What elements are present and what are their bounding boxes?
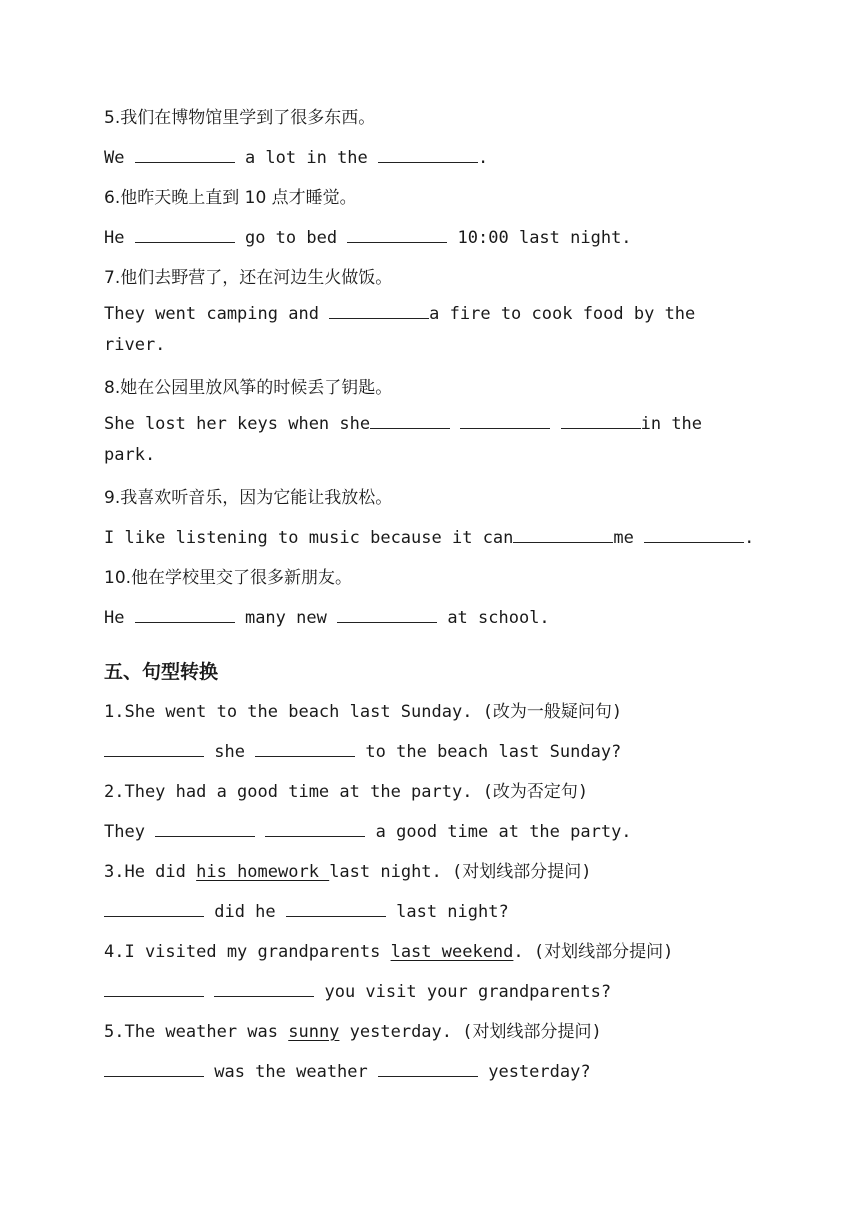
- blank[interactable]: [337, 604, 437, 623]
- blank[interactable]: [104, 898, 204, 917]
- text: a lot in the: [234, 148, 379, 168]
- transform-2-answer-line: [104, 812, 784, 852]
- transform-2-prompt: 2.They had a good time at the party. (改为否定句): [104, 782, 589, 802]
- question-8-answer-continuation: park.: [104, 445, 156, 465]
- blank[interactable]: [378, 144, 478, 163]
- text: yesterday. (对划线部分提问): [339, 1022, 602, 1042]
- blank[interactable]: [135, 144, 235, 163]
- transform-4-answer-line: [104, 972, 784, 1012]
- underlined-phrase: last weekend: [390, 942, 514, 962]
- text: . (对划线部分提问): [513, 942, 674, 962]
- blank[interactable]: [286, 898, 386, 917]
- text: yesterday?: [478, 1062, 591, 1082]
- text: 10:00 last night.: [447, 228, 632, 248]
- transform-5-answer-line: [104, 1052, 784, 1092]
- blank[interactable]: [370, 410, 450, 429]
- text: me: [613, 528, 645, 548]
- question-6-prompt: 6.他昨天晚上直到 10 点才睡觉。: [104, 188, 357, 208]
- transform-3-answer-line: [104, 892, 784, 932]
- text: They: [104, 822, 156, 842]
- text: in the: [640, 414, 703, 434]
- blank[interactable]: [104, 738, 204, 757]
- text: They went camping and: [104, 304, 330, 324]
- question-7-answer-line: [104, 298, 784, 330]
- question-6-answer-line: [104, 218, 784, 258]
- text: she: [204, 742, 256, 762]
- blank[interactable]: [378, 1058, 478, 1077]
- text: 5.The weather was: [104, 1022, 289, 1042]
- blank[interactable]: [104, 1058, 204, 1077]
- question-10-answer-line: [104, 598, 784, 638]
- question-9-prompt: 9.我喜欢听音乐，因为它能让我放松。: [104, 488, 393, 508]
- text: She lost her keys when she: [104, 414, 371, 434]
- question-10-prompt: 10.他在学校里交了很多新朋友。: [104, 568, 353, 588]
- blank[interactable]: [644, 524, 744, 543]
- question-8-prompt: 8.她在公园里放风筝的时候丢了钥匙。: [104, 378, 393, 398]
- text: [450, 414, 460, 434]
- blank[interactable]: [561, 410, 641, 429]
- blank[interactable]: [347, 224, 447, 243]
- blank[interactable]: [135, 604, 235, 623]
- blank[interactable]: [513, 524, 613, 543]
- transform-4-prompt: [104, 932, 784, 972]
- blank[interactable]: [265, 818, 365, 837]
- text: you visit your grandparents?: [314, 982, 612, 1002]
- transform-1-prompt: 1.She went to the beach last Sunday. (改为一般疑问句): [104, 702, 623, 722]
- underlined-phrase: sunny: [288, 1022, 340, 1042]
- question-7-answer-continuation: river.: [104, 335, 166, 355]
- blank[interactable]: [460, 410, 550, 429]
- text: I like listening to music because it can: [104, 528, 514, 548]
- question-9-answer-line: [104, 518, 784, 558]
- text: many new: [234, 608, 338, 628]
- underlined-phrase: his homework: [196, 862, 330, 882]
- text: a good time at the party.: [365, 822, 632, 842]
- question-8-answer-line: [104, 408, 784, 440]
- question-5-answer-line: [104, 138, 784, 178]
- text: to the beach last Sunday?: [355, 742, 622, 762]
- text: go to bed: [234, 228, 348, 248]
- text: .: [744, 528, 755, 548]
- question-5-prompt: 5.我们在博物馆里学到了很多东西。: [104, 108, 376, 128]
- worksheet: [104, 98, 784, 1092]
- text: 4.I visited my grandparents: [104, 942, 391, 962]
- text: last night. (对划线部分提问): [329, 862, 592, 882]
- transform-1-answer-line: [104, 732, 784, 772]
- text: did he: [204, 902, 286, 922]
- transform-3-prompt: [104, 852, 784, 892]
- text: at school.: [437, 608, 550, 628]
- text: [204, 982, 214, 1002]
- blank[interactable]: [255, 738, 355, 757]
- text: [550, 414, 560, 434]
- blank[interactable]: [214, 978, 314, 997]
- transform-5-prompt: [104, 1012, 784, 1052]
- blank[interactable]: [155, 818, 255, 837]
- blank[interactable]: [104, 978, 204, 997]
- text: a fire to cook food by the: [429, 304, 696, 324]
- text: We: [104, 148, 135, 168]
- section-heading: 五、句型转换: [104, 661, 219, 683]
- text: 3.He did: [104, 862, 197, 882]
- blank[interactable]: [135, 224, 235, 243]
- question-7-prompt: 7.他们去野营了，还在河边生火做饭。: [104, 268, 393, 288]
- text: He: [104, 608, 135, 628]
- text: He: [104, 228, 135, 248]
- text: was the weather: [204, 1062, 378, 1082]
- text: [255, 822, 265, 842]
- blank[interactable]: [329, 300, 429, 319]
- text: last night?: [385, 902, 509, 922]
- text: .: [478, 148, 489, 168]
